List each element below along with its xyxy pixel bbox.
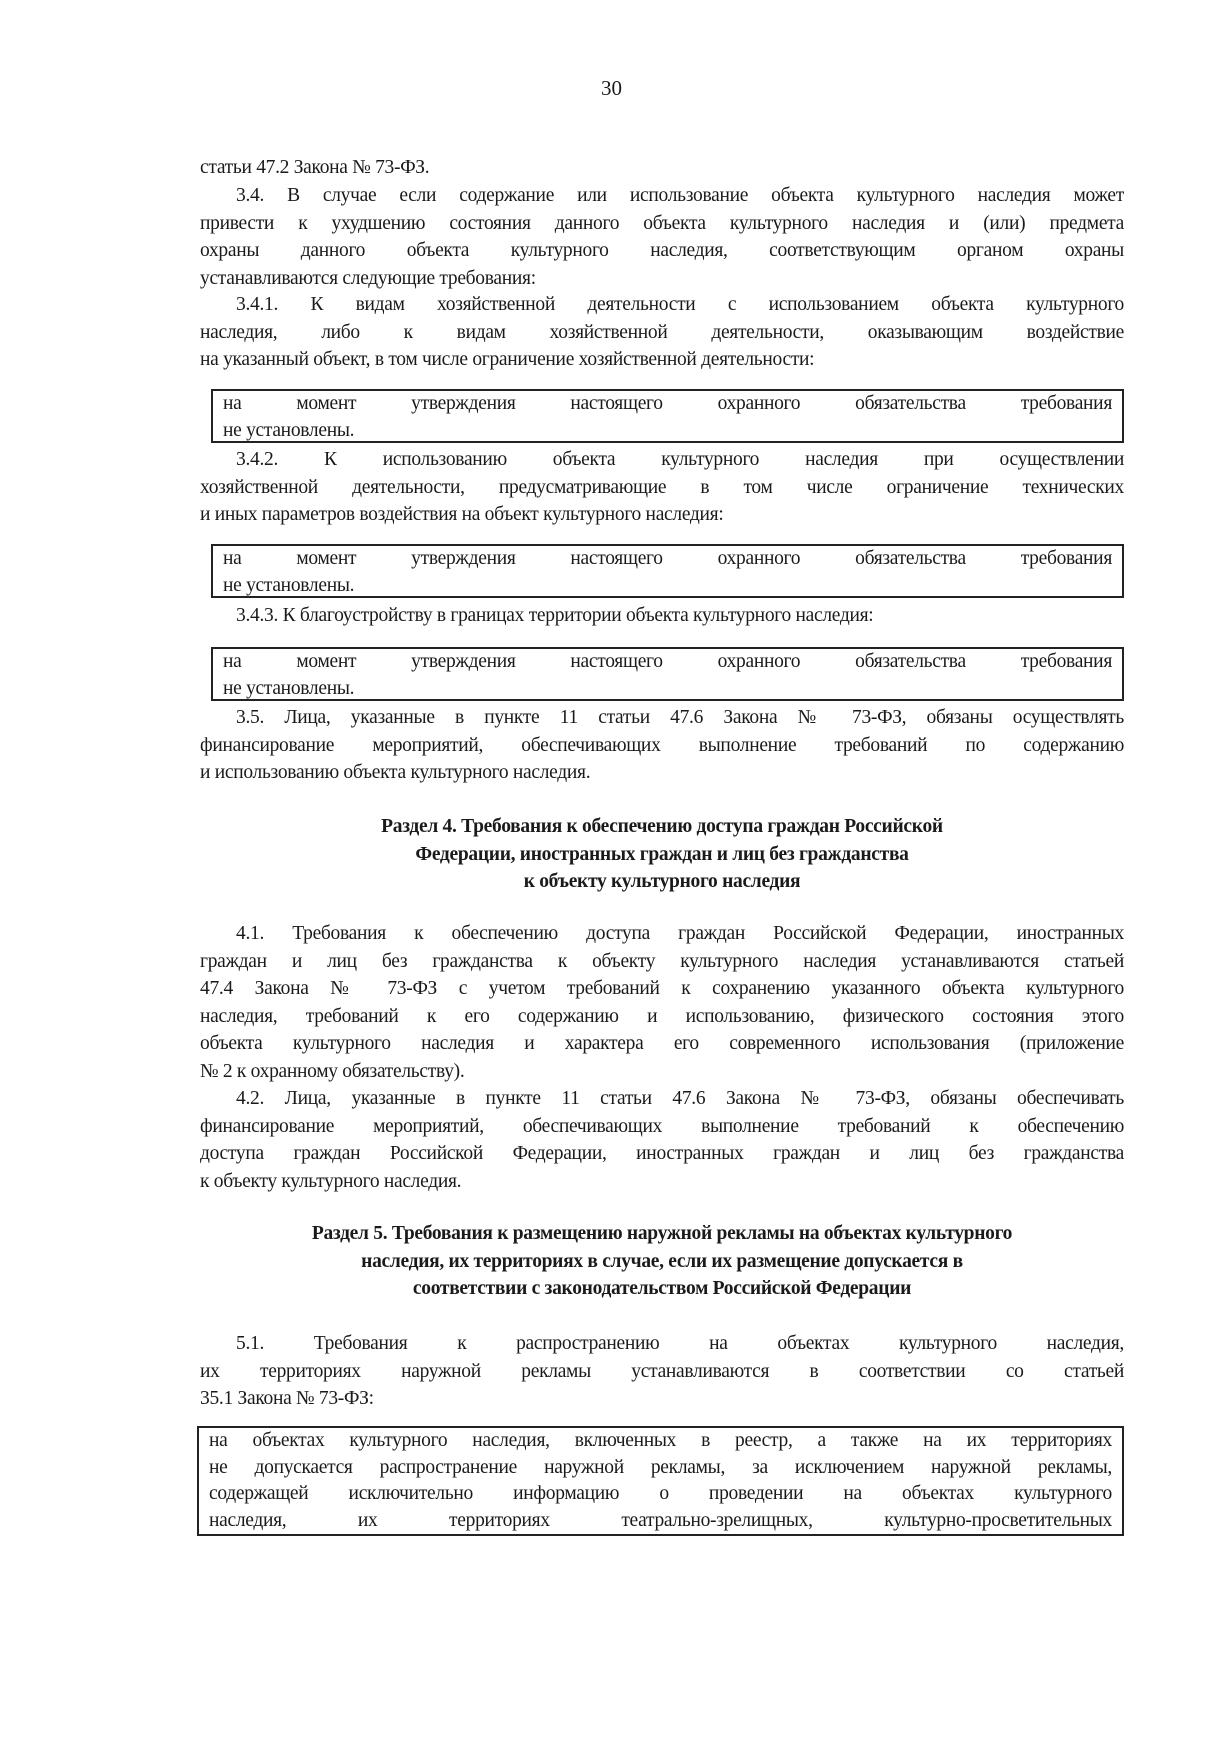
p-cont <box>200 154 1124 182</box>
text-line: 3.4.2. К использованию объекта культурного наследия при осуществлении <box>236 449 1124 470</box>
heading-line: к объекту культурного наследия <box>523 871 801 892</box>
heading-section-5 <box>200 1220 1124 1303</box>
text-line: привести к ухудшению состояния данного объекта культурного наследия и (или) предмета <box>200 212 1124 234</box>
text-line: статьи 47.2 Закона № 73-ФЗ. <box>200 157 430 178</box>
text-line: 4.2. Лица, указанные в пункте 11 статьи 47.6 Закона № 73-ФЗ, обязаны обеспечивать <box>236 1088 1124 1109</box>
text-line: наследия, требований к его содержанию и использованию, физического состояния этого <box>200 1005 1124 1027</box>
p-3-4 <box>200 182 1124 292</box>
text-line: к объекту культурного наследия. <box>200 1170 462 1192</box>
text-line: финансирование мероприятий, обеспечивающих выполнение требований к обеспечению <box>200 1115 1124 1137</box>
text-line: 5.1. Требования к распространению на объектах культурного наследия, <box>236 1333 1124 1354</box>
text-line: наследия, либо к видам хозяйственной деятельности, оказывающим воздействие <box>200 321 1124 343</box>
heading-line: соответствии с законодательством Российской Федерации <box>412 1278 912 1299</box>
text-line: 3.4. В случае если содержание или использование объекта культурного наследия может <box>236 185 1124 206</box>
text-line: охраны данного объекта культурного наследия, соответствующим органом охраны <box>200 240 1124 261</box>
heading-section-4 <box>200 813 1124 896</box>
text-line: 3.4.1. К видам хозяйственной деятельности с использованием объекта культурного <box>236 294 1124 315</box>
text-line: 3.4.3. К благоустройству в границах территории объекта культурного наследия: <box>236 605 874 626</box>
text-line: их территориях наружной рекламы устанавливаются в соответствии со статьей <box>200 1360 1124 1382</box>
p-3-4-1 <box>200 291 1124 374</box>
p-4-1 <box>200 920 1124 1085</box>
text-line: и использованию объекта культурного наследия. <box>200 762 591 783</box>
text-line: на момент утверждения настоящего охранного обязательства требования <box>223 393 1112 414</box>
text-line: доступа граждан Российской Федерации, иностранных граждан и лиц без гражданства <box>200 1143 1124 1164</box>
text-line: устанавливаются следующие требования: <box>200 267 536 289</box>
p-5-1 <box>200 1330 1124 1413</box>
p-4-2 <box>200 1085 1124 1195</box>
text-line: финансирование мероприятий, обеспечивающих выполнение требований по содержанию <box>200 734 1124 756</box>
text-line: и иных параметров воздействия на объект культурного наследия: <box>200 504 724 525</box>
text-line: наследия, их территориях театрально-зрелищных, культурно-просветительных <box>209 1509 1112 1531</box>
text-line: 47.4 Закона № 73-ФЗ с учетом требований к сохранению указанного объекта культурного <box>200 978 1124 999</box>
heading-line: Федерации, иностранных граждан и лиц без гражданства <box>415 843 909 865</box>
page-number: 30 <box>601 76 622 100</box>
box-3-4-3 <box>211 647 1124 701</box>
text-line: объекта культурного наследия и характера его современного использования (приложение <box>200 1033 1124 1054</box>
text-line: 35.1 Закона № 73-ФЗ: <box>200 1388 374 1409</box>
text-line: граждан и лиц без гражданства к объекту культурного наследия устанавливаются статьей <box>200 950 1124 972</box>
heading-line: наследия, их территориях в случае, если их размещение допускается в <box>361 1250 963 1272</box>
text-line: не установлены. <box>223 419 355 441</box>
box-3-4-1 <box>211 389 1124 443</box>
text-line: на момент утверждения настоящего охранного обязательства требования <box>223 651 1112 672</box>
text-line: хозяйственной деятельности, предусматривающие в том числе ограничение технических <box>200 476 1124 498</box>
box-3-4-2 <box>211 544 1124 598</box>
box-5-1 <box>197 1426 1124 1536</box>
text-line: содержащей исключительно информацию о проведении на объектах культурного <box>209 1483 1112 1504</box>
text-line: не установлены. <box>223 677 355 699</box>
p-3-5 <box>200 704 1124 787</box>
p-3-4-2 <box>200 446 1124 529</box>
text-line: 4.1. Требования к обеспечению доступа граждан Российской Федерации, иностранных <box>236 923 1124 944</box>
text-line: на указанный объект, в том числе ограничение хозяйственной деятельности: <box>200 349 815 370</box>
text-line: на момент утверждения настоящего охранного обязательства требования <box>223 548 1112 569</box>
text-line: 3.5. Лица, указанные в пункте 11 статьи 47.6 Закона № 73-ФЗ, обязаны осуществлять <box>236 707 1124 728</box>
heading-line: Раздел 4. Требования к обеспечению доступа граждан Российской <box>381 816 943 837</box>
p-3-4-3 <box>200 602 1124 630</box>
text-line: не допускается распространение наружной рекламы, за исключением наружной рекламы, <box>209 1456 1112 1478</box>
text-line: № 2 к охранному обязательству). <box>200 1060 465 1082</box>
heading-line: Раздел 5. Требования к размещению наружной рекламы на объектах культурного <box>311 1223 1013 1244</box>
text-line: на объектах культурного наследия, включенных в реестр, а также на их территориях <box>209 1430 1112 1451</box>
text-line: не установлены. <box>223 574 355 596</box>
